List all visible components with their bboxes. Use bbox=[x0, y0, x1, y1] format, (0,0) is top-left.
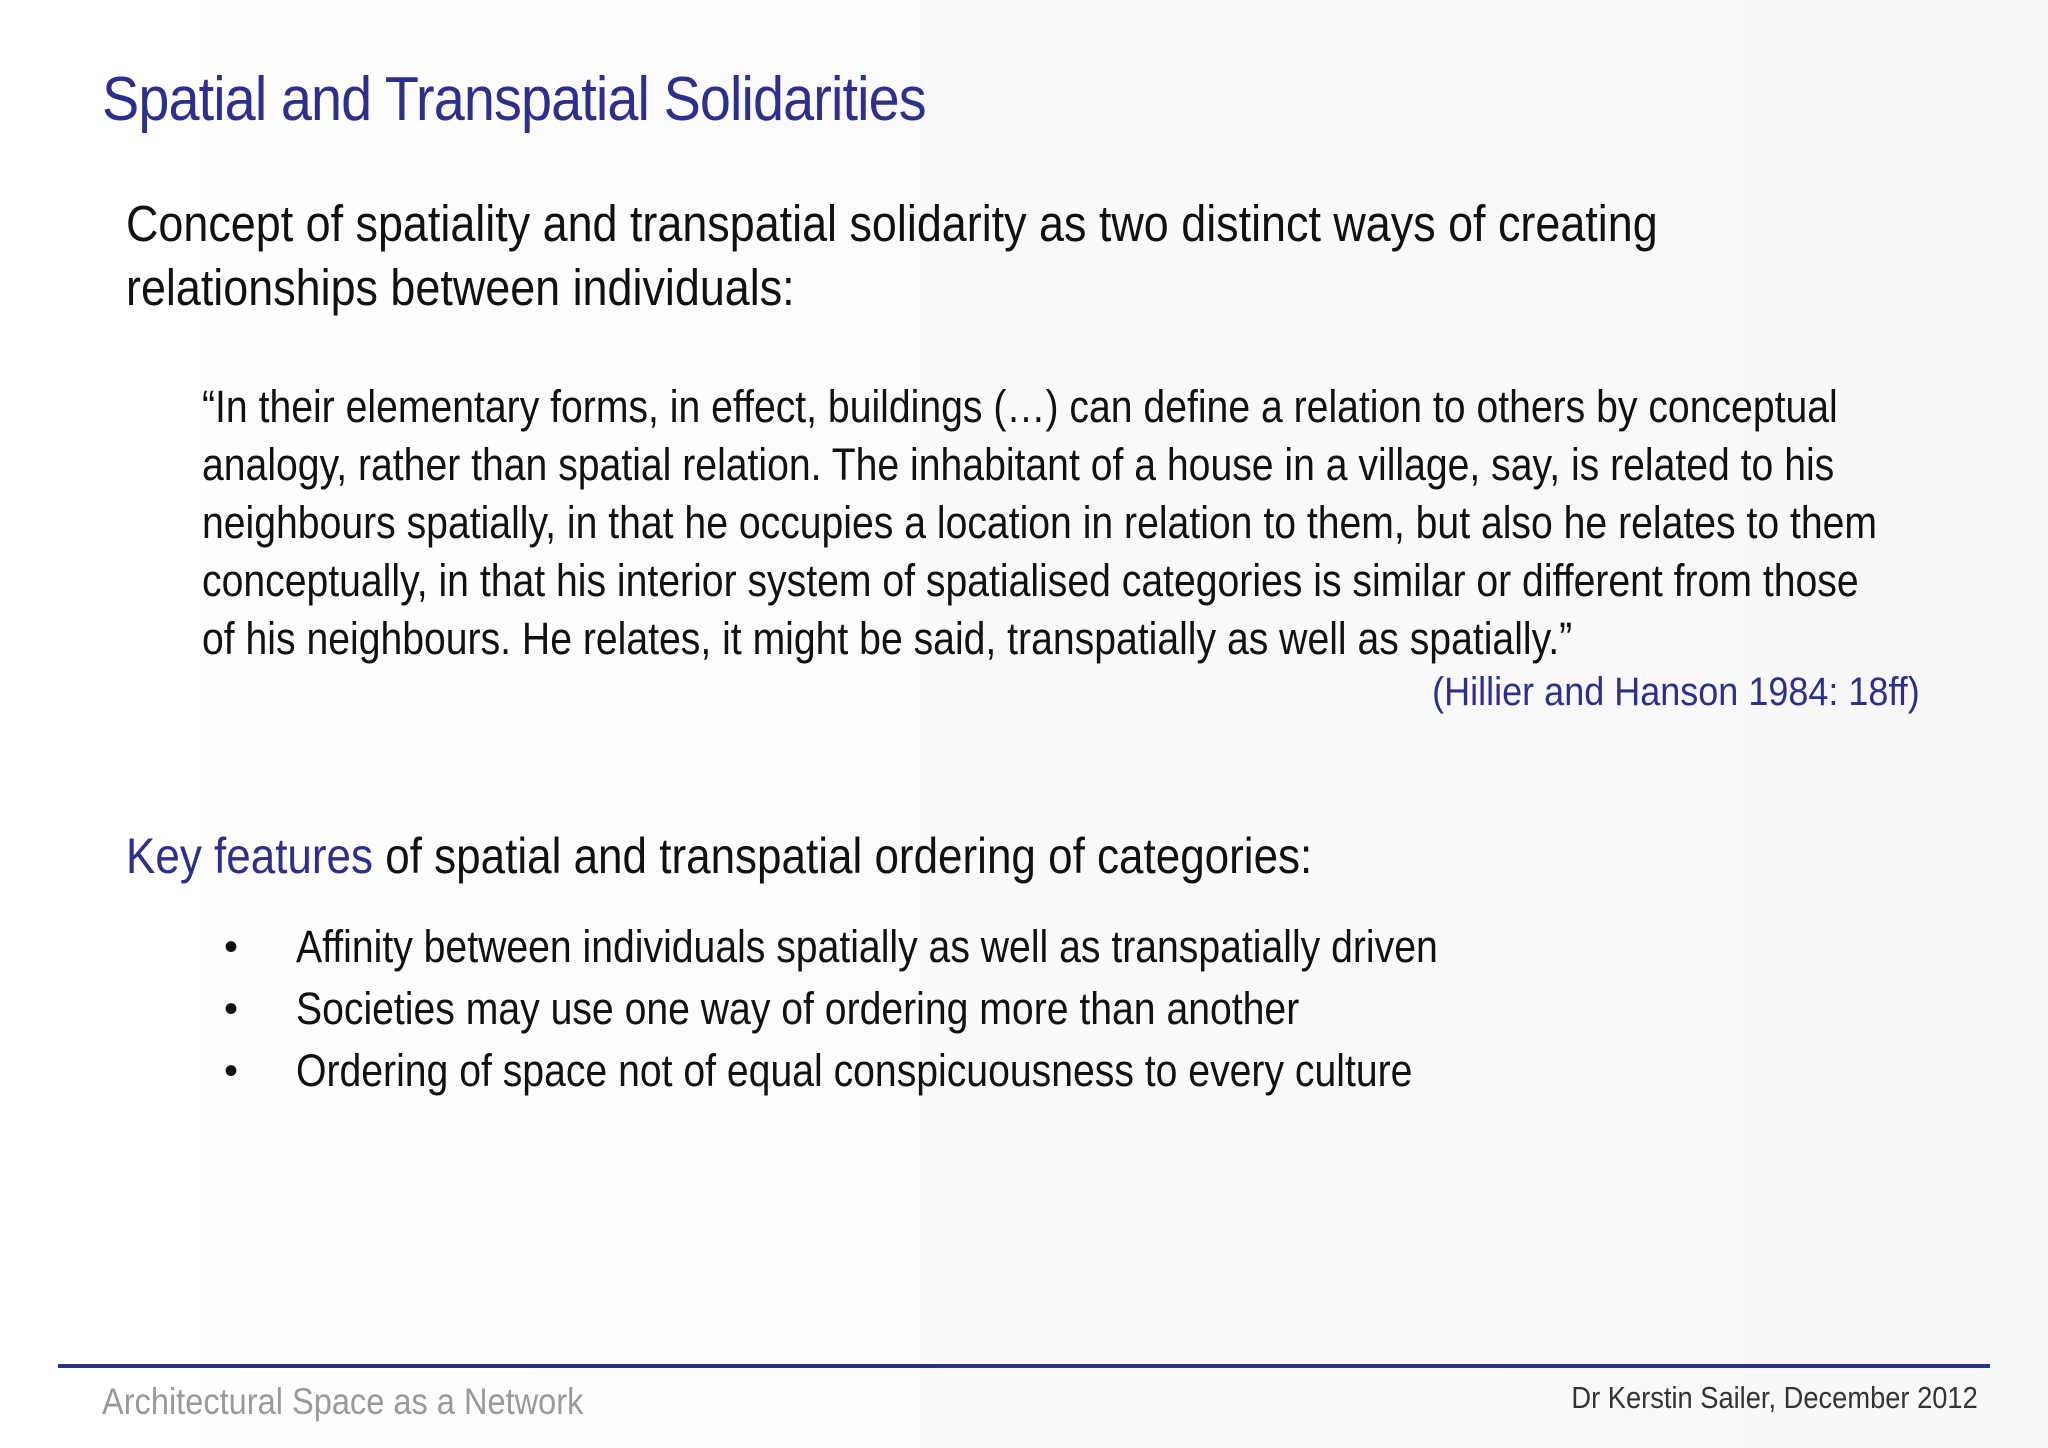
bullet-icon: • bbox=[224, 1049, 239, 1093]
list-item-text: Societies may use one way of ordering more than another bbox=[296, 983, 1300, 1034]
list-item-text: Ordering of space not of equal conspicuousness to every culture bbox=[296, 1045, 1413, 1096]
key-features-rest: of spatial and transpatial ordering of categories: bbox=[373, 828, 1313, 884]
bullet-icon: • bbox=[224, 925, 239, 969]
slide-title: Spatial and Transpatial Solidarities bbox=[102, 65, 926, 134]
quote-citation: (Hillier and Hanson 1984: 18ff) bbox=[1432, 670, 1920, 714]
bullet-icon: • bbox=[224, 987, 239, 1031]
intro-text: Concept of spatiality and transpatial solidarity as two distinct ways of creating relationships between individuals: bbox=[126, 195, 1658, 316]
key-features-accent: Key features bbox=[126, 828, 374, 884]
footer-divider bbox=[58, 1364, 1990, 1368]
quote-block bbox=[202, 378, 2048, 668]
quote-line: analogy, rather than spatial relation. The inhabitant of a house in a village, say, is related to his bbox=[202, 439, 1835, 490]
quote-line: “In their elementary forms, in effect, buildings (…) can define a relation to others by conceptual bbox=[202, 381, 1838, 432]
list-item-text: Affinity between individuals spatially as well as transpatially driven bbox=[296, 921, 1438, 972]
quote-line: conceptually, in that his interior system of spatialised categories is similar or different from those bbox=[202, 555, 1859, 606]
key-features-heading bbox=[126, 824, 1312, 888]
footer-course-title: Architectural Space as a Network bbox=[102, 1381, 584, 1422]
quote-line: neighbours spatially, in that he occupies a location in relation to them, but also he relates to them bbox=[202, 497, 1878, 548]
quote-line: of his neighbours. He relates, it might be said, transpatially as well as spatially.” bbox=[202, 613, 1573, 664]
footer-author-date: Dr Kerstin Sailer, December 2012 bbox=[1571, 1380, 1978, 1415]
